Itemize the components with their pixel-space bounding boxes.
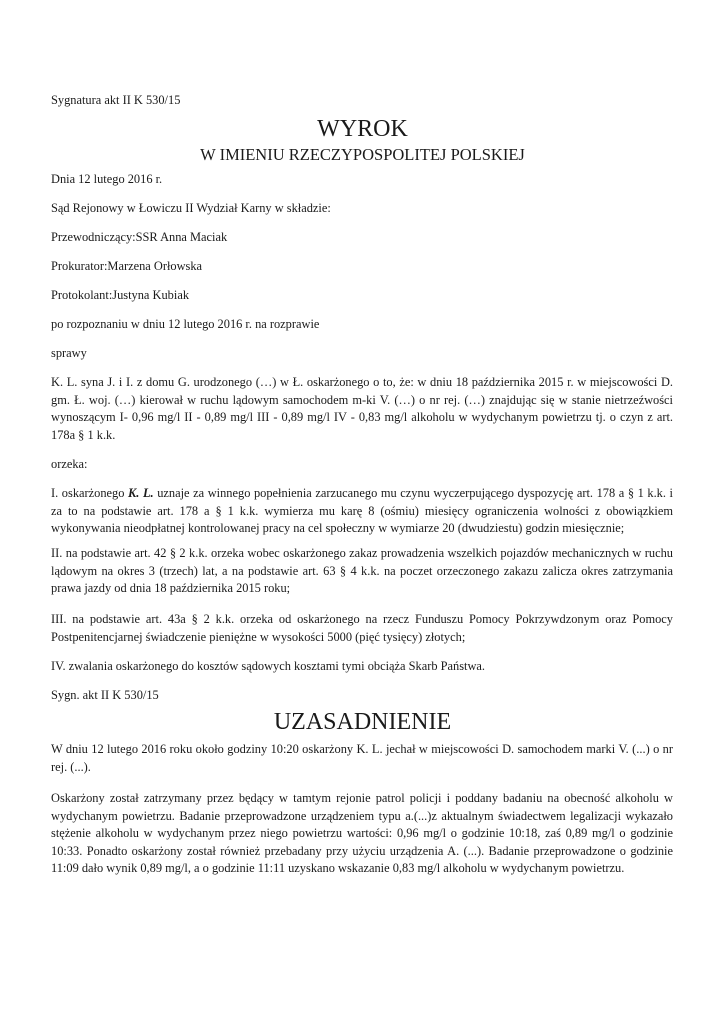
court-line: Sąd Rejonowy w Łowiczu II Wydział Karny w składzie:: [51, 201, 331, 215]
verdict-subtitle: W IMIENIU RZECZYPOSPOLITEJ POLSKIEJ: [200, 145, 525, 164]
case-word: sprawy: [51, 346, 87, 360]
chair-line: Przewodniczący:SSR Anna Maciak: [51, 230, 228, 244]
ruling-item-1: [51, 485, 673, 538]
ruling-item-3: III. na podstawie art. 43a § 2 k.k. orzeka od oskarżonego na rzecz Funduszu Pomocy Pokrzywdzonym oraz Pomocy Postpenitencjarnej świadczenie pieniężne w wysokości 5000 (pięć tysięcy) złotych;: [51, 612, 673, 644]
defendant-name: K. L.: [128, 486, 154, 500]
orzeka-line: orzeka:: [51, 457, 88, 471]
verdict-title: WYROK: [317, 116, 408, 142]
case-description: K. L. syna J. i I. z domu G. urodzonego (…) w Ł. oskarżonego o to, że: w dniu 18 października 2015 r. w miejscowości D. gm. Ł. woj. (…) kierował w ruchu lądowym samochodem m-ki V. (…) o nr rej. (…) znajdując się w stanie nietrzeźwości wynoszącym I- 0,96 mg/l II - 0,89 mg/l III - 0,89 mg/l IV - 0,83 mg/l alkoholu w wydychanym powietrzu tj. o czyn z art. 178a § 1 k.k.: [51, 375, 673, 442]
verdict-date: Dnia 12 lutego 2016 r.: [51, 172, 163, 186]
justification-paragraph-1: W dniu 12 lutego 2016 roku około godziny 10:20 oskarżony K. L. jechał w miejscowości D. samochodem marki V. (...) o nr rej. (...).: [51, 742, 673, 774]
hearing-line: po rozpoznaniu w dniu 12 lutego 2016 r. na rozprawie: [51, 317, 320, 331]
ruling-item-2: II. na podstawie art. 42 § 2 k.k. orzeka wobec oskarżonego zakaz prowadzenia wszelkich pojazdów mechanicznych w ruchu lądowym na okres 3 (trzech) lat, a na podstawie art. 63 § 4 k.k. na poczet orzeczonego zakazu zalicza okres zatrzymania prawa jazdy od dnia 18 października 2015 roku;: [51, 546, 673, 595]
ruling-item-1-prefix: I. oskarżonego: [51, 486, 129, 500]
ruling-item-1-text: uznaje za winnego popełnienia zarzucanego mu czynu wyczerpującego dyspozycję art. 178 a § 1 k.k. i za to na podstawie art. 178 a § 1 k.k. wymierza mu karę 8 (ośmiu) miesięcy ograniczenia wolności z obowiązkiem wykonywania nieodpłatnej kontrolowanej pracy na cel społeczny w wymiarze 20 (dwudziestu) godzin miesięcznie;: [51, 486, 673, 535]
justification-paragraph-2: Oskarżony został zatrzymany przez będący w tamtym rejonie patrol policji i poddany badaniu na obecność alkoholu w wydychanym powietrzu. Badanie przeprowadzone urządzeniem typu a.(...)z aktualnym świadectwem legalizacji wykazało stężenie alkoholu w wydychanym przez niego powietrzu wartości: 0,96 mg/l o godzinie 10:18, zaś 0,89 mg/l o godzinie 10:33. Ponadto oskarżony został również przebadany przy użyciu urządzenia A. (...). Badanie przeprowadzone o godzinie 11:09 dało wynik 0,89 mg/l, a o godzinie 11:11 uzyskano wskazanie 0,83 mg/l alkoholu w wydychanym powietrzu.: [51, 791, 673, 875]
case-signature-top: Sygnatura akt II K 530/15: [51, 93, 181, 107]
justification-title: UZASADNIENIE: [273, 709, 452, 735]
case-signature-mid: Sygn. akt II K 530/15: [51, 688, 159, 702]
prosecutor-line: Prokurator:Marzena Orłowska: [51, 259, 203, 273]
clerk-line: Protokolant:Justyna Kubiak: [51, 288, 190, 302]
ruling-item-4: IV. zwalania oskarżonego do kosztów sądowych kosztami tymi obciąża Skarb Państwa.: [51, 659, 486, 673]
